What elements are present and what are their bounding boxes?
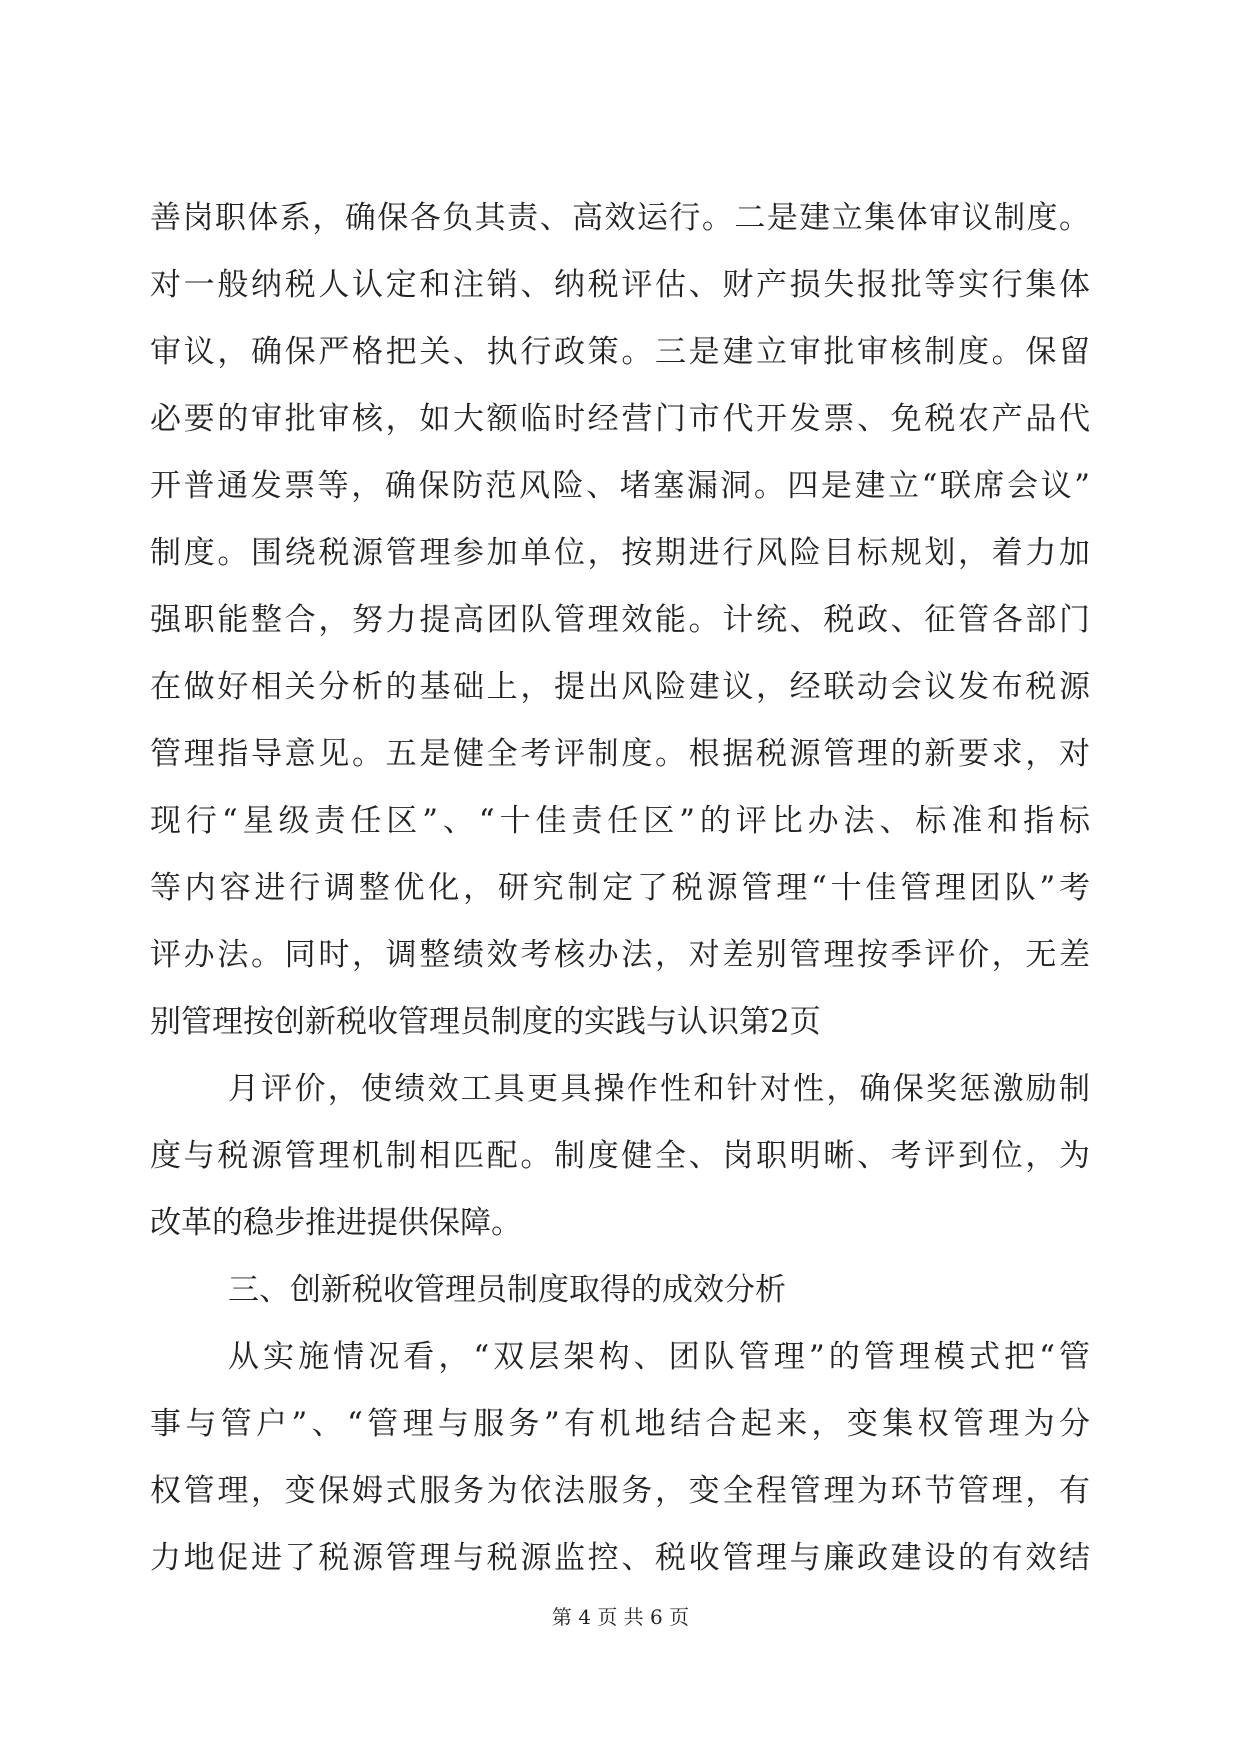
text-line: 在做好相关分析的基础上，提出风险建议，经联动会议发布税源 bbox=[150, 669, 1090, 705]
text-line: 别管理按创新税收管理员制度的实践与认识第2页 bbox=[150, 1004, 821, 1040]
text-line: 现行“星级责任区”、“十佳责任区”的评比办法、标准和指标 bbox=[150, 803, 1090, 839]
text-line: 审议，确保严格把关、执行政策。三是建立审批审核制度。保留 bbox=[150, 334, 1090, 370]
text-line: 管理指导意见。五是健全考评制度。根据税源管理的新要求，对 bbox=[150, 736, 1090, 772]
text-line: 必要的审批审核，如大额临时经营门市代开发票、免税农产品代 bbox=[150, 401, 1090, 437]
text-line: 善岗职体系，确保各负其责、高效运行。二是建立集体审议制度。 bbox=[150, 200, 1090, 236]
text-line: 制度。围绕税源管理参加单位，按期进行风险目标规划，着力加 bbox=[150, 535, 1090, 571]
text-line: 强职能整合，努力提高团队管理效能。计统、税政、征管各部门 bbox=[150, 602, 1090, 638]
text-line: 等内容进行调整优化，研究制定了税源管理“十佳管理团队”考 bbox=[150, 870, 1090, 906]
text-line: 评办法。同时，调整绩效考核办法，对差别管理按季评价，无差 bbox=[150, 937, 1090, 973]
text-line: 度与税源管理机制相匹配。制度健全、岗职明晰、考评到位，为 bbox=[150, 1138, 1090, 1174]
text-line: 权管理，变保姆式服务为依法服务，变全程管理为环节管理，有 bbox=[150, 1473, 1090, 1509]
text-line: 开普通发票等，确保防范风险、堵塞漏洞。四是建立“联席会议” bbox=[150, 468, 1090, 504]
text-line: 力地促进了税源管理与税源监控、税收管理与廉政建设的有效结 bbox=[150, 1540, 1090, 1576]
paragraph-start-line: 月评价，使绩效工具更具操作性和针对性，确保奖惩激励制 bbox=[228, 1071, 1090, 1107]
section-heading: 三、创新税收管理员制度取得的成效分析 bbox=[228, 1272, 786, 1308]
text-line: 事与管户”、“管理与服务”有机地结合起来，变集权管理为分 bbox=[150, 1406, 1090, 1442]
page-footer: 第 4 页 共 6 页 bbox=[551, 1605, 690, 1629]
text-line: 对一般纳税人认定和注销、纳税评估、财产损失报批等实行集体 bbox=[150, 267, 1090, 303]
text-line: 改革的稳步推进提供保障。 bbox=[150, 1205, 522, 1241]
paragraph-start-line: 从实施情况看，“双层架构、团队管理”的管理模式把“管 bbox=[228, 1339, 1090, 1375]
